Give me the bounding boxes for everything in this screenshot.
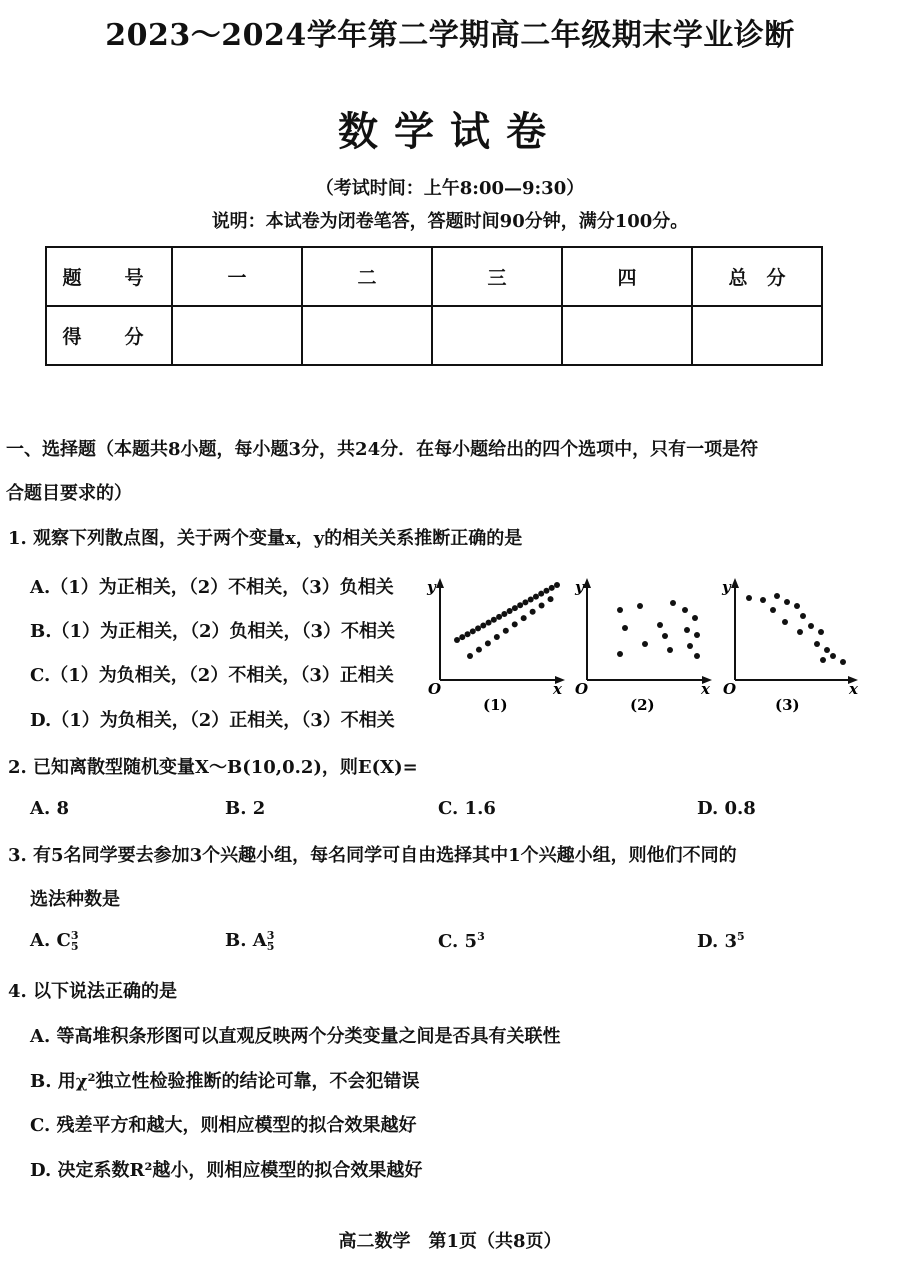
- page-footer: 高二数学 第1页（共8页）: [338, 1231, 562, 1252]
- scatter-dot: [794, 603, 800, 609]
- scatter-dot: [512, 605, 518, 611]
- score-table-cell: 三: [432, 247, 562, 306]
- question-4-stem: 4. 以下说法正确的是: [8, 981, 178, 1002]
- q1-option-c[interactable]: C.（1）为负相关，（2）不相关，（3）正相关: [30, 665, 394, 686]
- score-table-cell: 总 分: [692, 247, 822, 306]
- q3-option-d[interactable]: [697, 930, 745, 952]
- scatter-dot: [820, 657, 826, 663]
- scatter-dot: [760, 597, 766, 603]
- scatter-dot: [692, 615, 698, 621]
- scatter-dot: [830, 653, 836, 659]
- scatter-dot: [539, 602, 545, 608]
- score-input-cell[interactable]: [432, 306, 562, 365]
- question-1-stem: 1. 观察下列散点图，关于两个变量x，y的相关关系推断正确的是: [8, 528, 523, 549]
- question-3-stem-line1: 3. 有5名同学要去参加3个兴趣小组，每名同学可自由选择其中1个兴趣小组，则他们不同的: [8, 845, 737, 866]
- plot3-y-label: y: [722, 578, 731, 596]
- scatter-dot: [818, 629, 824, 635]
- q3-option-a-sub: 5: [70, 940, 79, 953]
- scatter-dot: [522, 599, 528, 605]
- q3-option-a-text: A. C: [30, 930, 71, 951]
- scatter-dot: [454, 637, 460, 643]
- scatter-dot: [467, 653, 473, 659]
- scatter-dot: [491, 617, 497, 623]
- scatter-dot: [470, 628, 476, 634]
- q3-option-a[interactable]: [30, 930, 78, 952]
- q2-option-c[interactable]: C. 1.6: [438, 798, 496, 819]
- scatter-dot: [694, 632, 700, 638]
- scatter-dot: [530, 609, 536, 615]
- score-table: [45, 246, 823, 366]
- scatter-plot-1: [426, 578, 565, 714]
- scatter-dot: [824, 647, 830, 653]
- exam-header-title: 2023～2024学年第二学期高二年级期末学业诊断: [105, 18, 795, 53]
- scatter-dot: [521, 615, 527, 621]
- plot2-y-label: y: [575, 578, 584, 596]
- q3-option-d-text: D. 3: [697, 931, 738, 952]
- q3-option-c[interactable]: [438, 930, 485, 952]
- scatter-dot: [800, 613, 806, 619]
- q4-option-a[interactable]: A. 等高堆积条形图可以直观反映两个分类变量之间是否具有关联性: [30, 1026, 561, 1047]
- scatter-dot: [774, 593, 780, 599]
- scatter-dot: [517, 602, 523, 608]
- q2-option-a[interactable]: A. 8: [30, 798, 70, 819]
- scatter-dot: [554, 582, 560, 588]
- q3-option-b-sup: 3: [266, 929, 275, 942]
- scatter-dot: [494, 634, 500, 640]
- score-table-cell: 二: [302, 247, 432, 306]
- scatter-dot: [617, 651, 623, 657]
- section-heading-line: 一、选择题（本题共8小题，每小题3分，共24分．在每小题给出的四个选项中，只有一项是符: [6, 439, 759, 460]
- q4-option-b[interactable]: B. 用χ²独立性检验推断的结论可靠，不会犯错误: [30, 1071, 420, 1092]
- q1-option-d[interactable]: D.（1）为负相关，（2）正相关，（3）不相关: [30, 710, 395, 731]
- scatter-dot: [476, 647, 482, 653]
- scatter-dot: [782, 619, 788, 625]
- plot1-origin-label: O: [428, 680, 442, 698]
- score-table-header-row: [46, 247, 822, 306]
- scatter-dot: [512, 621, 518, 627]
- q3-option-b[interactable]: [225, 930, 274, 952]
- scatter-dot: [797, 629, 803, 635]
- scatter-dot: [670, 600, 676, 606]
- plot3-x-label: x: [849, 680, 858, 698]
- scatter-dot: [485, 640, 491, 646]
- q4-option-c[interactable]: C. 残差平方和越大，则相应模型的拟合效果越好: [30, 1115, 417, 1136]
- paper-title: 数学试卷: [338, 108, 562, 155]
- scatter-dot: [667, 647, 673, 653]
- q3-option-b-text: B. A: [225, 930, 267, 951]
- scatter-plot-2: [574, 578, 712, 714]
- scatter-dot: [662, 633, 668, 639]
- plot2-origin-label: O: [575, 680, 589, 698]
- q3-option-c-text: C. 5: [438, 931, 478, 952]
- plot2-caption: (2): [630, 696, 655, 714]
- score-input-cell[interactable]: [172, 306, 302, 365]
- plot1-x-label: x: [553, 680, 562, 698]
- scatter-dot: [528, 596, 534, 602]
- scatter-dot: [533, 594, 539, 600]
- q2-option-b[interactable]: B. 2: [225, 798, 266, 819]
- q3-option-d-sup: 5: [737, 930, 745, 943]
- plot3-caption: (3): [775, 696, 800, 714]
- question-3-stem-line2: 选法种数是: [30, 889, 120, 910]
- scatter-dot: [637, 603, 643, 609]
- scatter-dot: [684, 627, 690, 633]
- scatter-dot: [770, 607, 776, 613]
- scatter-dot: [784, 599, 790, 605]
- scatter-plots-figure: [425, 570, 865, 720]
- scatter-dot: [459, 634, 465, 640]
- scatter-dot: [480, 623, 486, 629]
- scatter-dot: [622, 625, 628, 631]
- scatter-dot: [808, 623, 814, 629]
- exam-instructions: 说明：本试卷为闭卷笔答，答题时间90分钟，满分100分。: [211, 211, 689, 232]
- score-table-cell: 得 分: [46, 306, 172, 365]
- question-2-stem: 2. 已知离散型随机变量X～B(10,0.2)，则E(X)=: [8, 757, 418, 778]
- exam-time: （考试时间：上午8:00—9:30）: [315, 178, 585, 199]
- scatter-dot: [746, 595, 752, 601]
- scatter-dot: [617, 607, 623, 613]
- q2-option-d[interactable]: D. 0.8: [697, 798, 756, 819]
- scatter-dot: [538, 591, 544, 597]
- scatter-dot: [694, 653, 700, 659]
- q4-option-d[interactable]: D. 决定系数R²越小，则相应模型的拟合效果越好: [30, 1160, 423, 1181]
- score-table-score-row: [46, 306, 822, 365]
- q1-option-b[interactable]: B.（1）为正相关，（2）负相关，（3）不相关: [30, 621, 396, 642]
- score-table-cell: 四: [562, 247, 692, 306]
- scatter-dot: [501, 611, 507, 617]
- plot3-origin-label: O: [723, 680, 737, 698]
- q3-option-a-sup: 3: [70, 929, 79, 942]
- score-input-cell[interactable]: [302, 306, 432, 365]
- score-input-cell[interactable]: [562, 306, 692, 365]
- section-heading-line: 合题目要求的）: [6, 483, 132, 504]
- scatter-dot: [507, 608, 513, 614]
- score-input-cell[interactable]: [692, 306, 822, 365]
- section-heading: [6, 428, 886, 516]
- scatter-dot: [657, 622, 663, 628]
- plot1-y-label: y: [427, 578, 436, 596]
- scatter-dot: [465, 631, 471, 637]
- score-table-cell: 一: [172, 247, 302, 306]
- q3-option-b-sub: 5: [266, 940, 275, 953]
- scatter-plot-3: [721, 578, 859, 714]
- scatter-dot: [687, 643, 693, 649]
- q1-option-a[interactable]: A.（1）为正相关，（2）不相关，（3）负相关: [30, 577, 394, 598]
- plot2-x-label: x: [701, 680, 710, 698]
- scatter-dot: [682, 607, 688, 613]
- scatter-dot: [496, 614, 502, 620]
- scatter-dot: [840, 659, 846, 665]
- scatter-dot: [549, 585, 555, 591]
- scatter-dot: [503, 628, 509, 634]
- scatter-dot: [475, 625, 481, 631]
- scatter-dot: [486, 620, 492, 626]
- score-table-cell: 题 号: [46, 247, 172, 306]
- scatter-dot: [543, 588, 549, 594]
- plot1-caption: (1): [483, 696, 508, 714]
- scatter-dot: [642, 641, 648, 647]
- scatter-dot: [814, 641, 820, 647]
- q3-option-c-sup: 3: [477, 930, 485, 943]
- scatter-dot: [548, 596, 554, 602]
